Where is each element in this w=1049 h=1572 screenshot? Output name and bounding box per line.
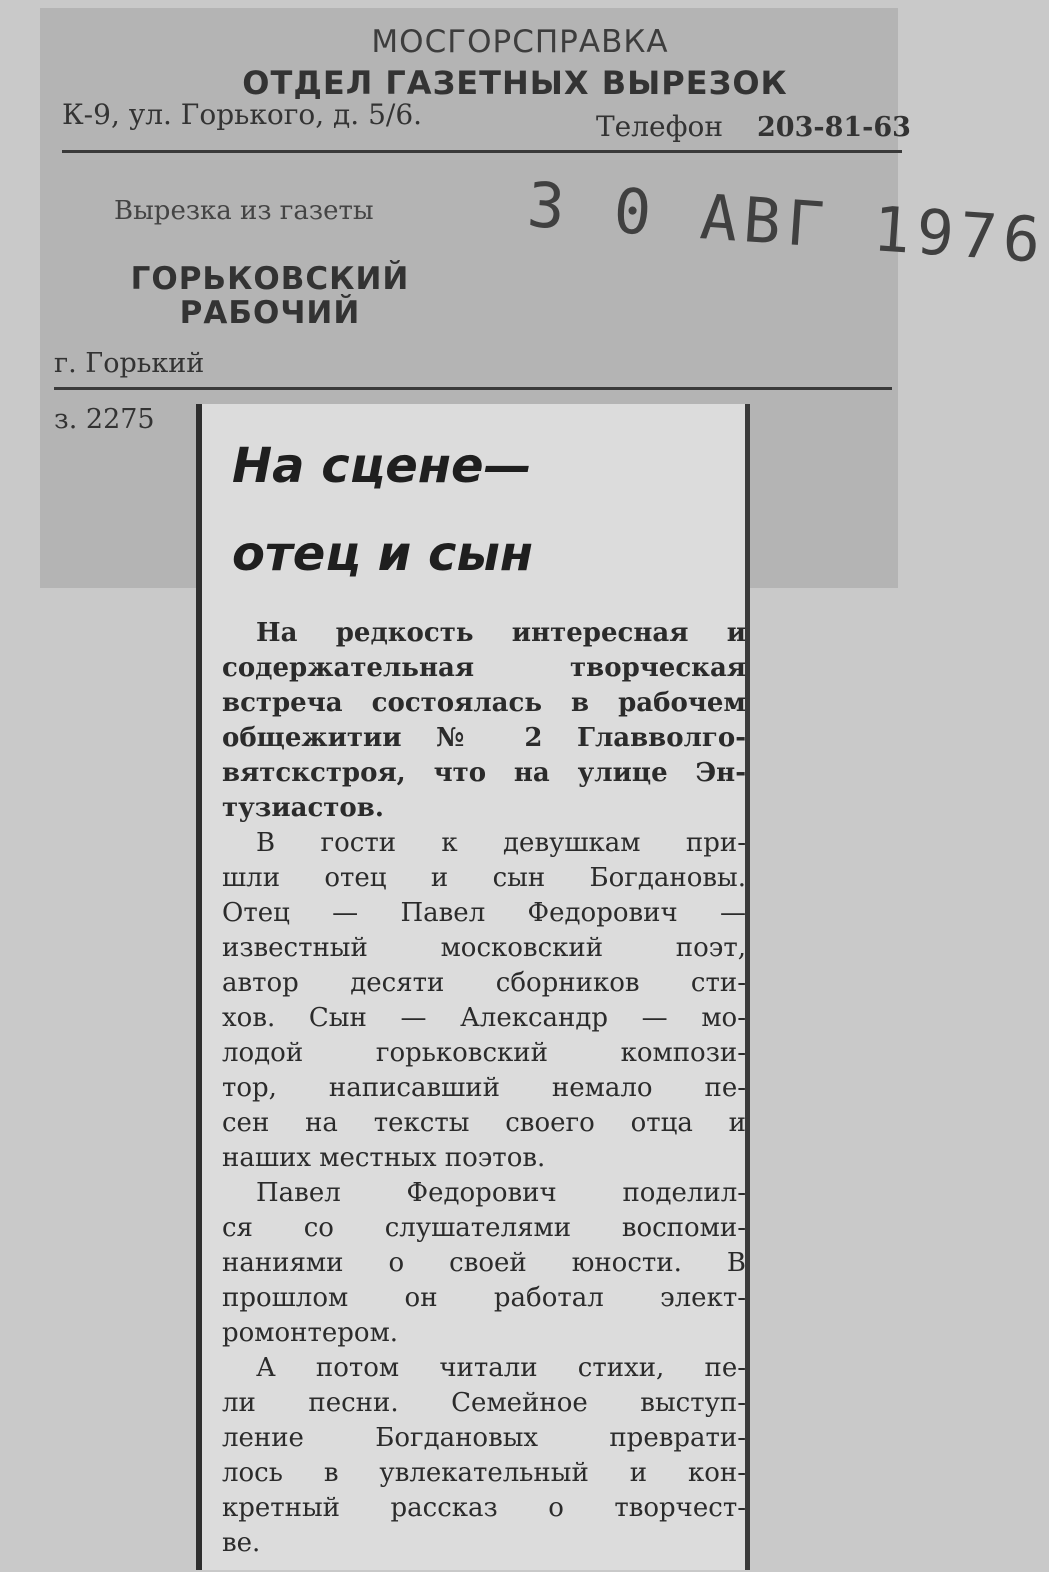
text-line: наниями о своей юности. В bbox=[222, 1248, 746, 1278]
article-paragraph bbox=[222, 1176, 746, 1351]
headline-line: На сцене— bbox=[232, 438, 532, 494]
text-line: ве. bbox=[222, 1528, 261, 1558]
agency-address: К-9, ул. Горького, д. 5/6. bbox=[62, 98, 423, 131]
text-line: наших местных поэтов. bbox=[222, 1143, 546, 1173]
text-line: кретный рассказ о творчест- bbox=[222, 1493, 746, 1523]
text-line: А потом читали стихи, пе- bbox=[256, 1353, 746, 1383]
text-line: автор десяти сборников сти- bbox=[222, 968, 746, 998]
text-line: ромонтером. bbox=[222, 1318, 399, 1348]
text-line: Отец — Павел Федорович — bbox=[222, 898, 746, 928]
article-paragraph bbox=[222, 826, 746, 1176]
agency-name: МОСГОРСПРАВКА bbox=[371, 24, 669, 60]
clipping-source-label: Вырезка из газеты bbox=[114, 196, 374, 226]
source-divider bbox=[54, 387, 892, 390]
text-line: шли отец и сын Богдановы. bbox=[222, 863, 746, 893]
header-divider bbox=[62, 150, 902, 153]
text-line: лодой горьковский компози- bbox=[222, 1038, 746, 1068]
newspaper-title bbox=[130, 262, 410, 330]
text-line: хов. Сын — Александр — мо- bbox=[222, 1003, 746, 1033]
text-line: вятскстроя, что на улице Эн- bbox=[222, 758, 746, 788]
newspaper-clipping bbox=[196, 404, 750, 1570]
text-line: тузиастов. bbox=[222, 793, 384, 823]
order-number: з. 2275 bbox=[54, 404, 155, 435]
headline-line: отец и сын bbox=[232, 526, 534, 582]
text-line: содержательная творческая bbox=[222, 653, 746, 683]
phone-number: 203-81-63 bbox=[757, 112, 911, 143]
department-name: ОТДЕЛ ГАЗЕТНЫХ ВЫРЕЗОК bbox=[242, 64, 788, 102]
article-lead bbox=[222, 616, 746, 826]
text-line: прошлом он работал элект- bbox=[222, 1283, 746, 1313]
text-line: Павел Федорович поделил- bbox=[256, 1178, 746, 1208]
text-line: встреча состоялась в рабочем bbox=[222, 688, 746, 718]
newspaper-city: г. Горький bbox=[54, 348, 205, 379]
date-stamp: 3 0 АВГ 1976 bbox=[524, 168, 1049, 278]
phone-label: Телефон bbox=[596, 110, 724, 143]
text-line: известный московский поэт, bbox=[222, 933, 746, 963]
article-paragraph bbox=[222, 1351, 746, 1561]
text-line: ли песни. Семейное выступ- bbox=[222, 1388, 746, 1418]
text-line: В гости к девушкам при- bbox=[256, 828, 746, 858]
text-line: сен на тексты своего отца и bbox=[222, 1108, 746, 1138]
text-line: тор, написавший немало пе- bbox=[222, 1073, 746, 1103]
newspaper-title-line: ГОРЬКОВСКИЙ bbox=[130, 261, 410, 297]
article-body bbox=[222, 616, 746, 1561]
article-headline bbox=[232, 422, 533, 598]
text-line: общежитии № 2 Главволго- bbox=[222, 723, 746, 753]
text-line: На редкость интересная и bbox=[256, 618, 746, 648]
newspaper-title-line: РАБОЧИЙ bbox=[179, 295, 361, 331]
text-line: лось в увлекательный и кон- bbox=[222, 1458, 746, 1488]
text-line: ление Богдановых преврати- bbox=[222, 1423, 746, 1453]
text-line: ся со слушателями воспоми- bbox=[222, 1213, 746, 1243]
